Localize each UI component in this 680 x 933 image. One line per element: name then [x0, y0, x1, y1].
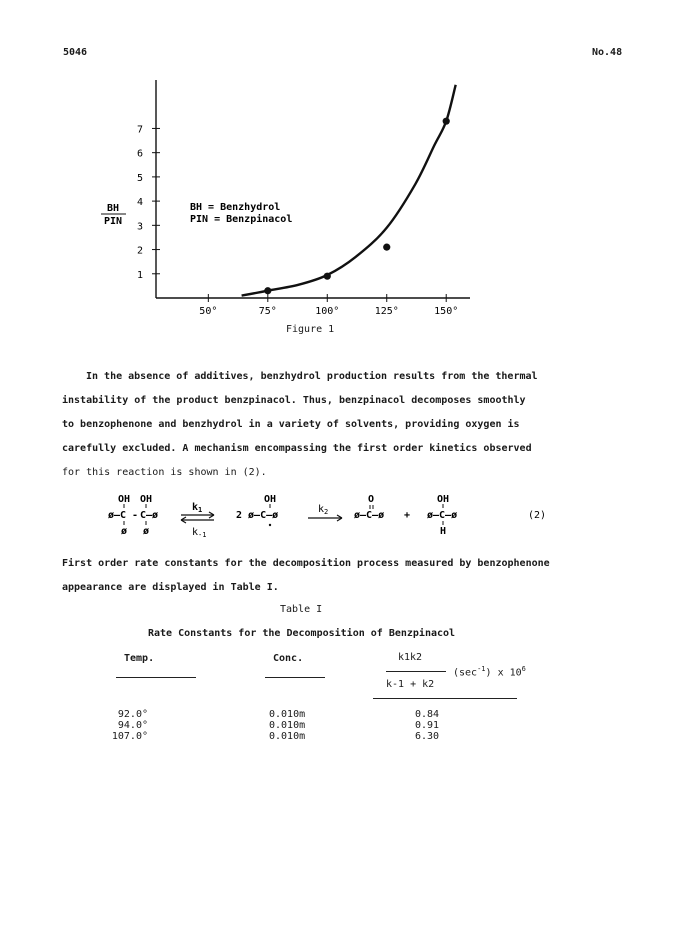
equation-number: (2)	[528, 510, 547, 521]
benzhydrol-structure	[427, 494, 457, 537]
figure-1-chart	[0, 0, 680, 340]
fitted-curve	[242, 85, 456, 296]
body-paragraph-2	[62, 552, 550, 600]
equilibrium-arrows	[181, 502, 214, 539]
table-cell-temp: 94.0°	[117, 720, 148, 731]
body-paragraph-1	[62, 365, 582, 485]
svg-text:ø–C: ø–C	[108, 510, 127, 521]
svg-text:k1: $k_1$	[192, 502, 203, 514]
svg-text:ø: ø	[121, 526, 128, 537]
svg-text:-: -	[132, 510, 139, 521]
svg-text:ø: ø	[143, 526, 150, 537]
data-point	[264, 287, 271, 294]
svg-text:OH: OH	[140, 494, 153, 505]
legend-entry-bh: BH = Benzhydrol	[190, 202, 281, 213]
table-cell-rate: 0.84	[415, 709, 440, 720]
header-rate-units: $(\sec^{-1})$ x $10^6$	[453, 665, 526, 679]
table-cell-conc: 0.010m	[269, 720, 306, 731]
table-cell-temp: 107.0°	[111, 731, 148, 742]
y-axis-label-numerator: BH	[106, 203, 120, 214]
header-rate-denominator: k-1 + k2	[386, 679, 435, 690]
svg-text:2 ø–C–ø: 2 ø–C–ø	[236, 510, 279, 521]
y-tick-label: 3	[136, 221, 143, 233]
reaction-equation-2	[0, 488, 680, 548]
header-rule-temp	[116, 677, 196, 678]
k2-arrow	[308, 504, 342, 521]
legend-entry-pin: PIN = Benzpinacol	[190, 214, 293, 225]
paragraph-line: In the absence of additives, benzhydrol production results from the thermal	[86, 371, 538, 382]
benzophenone-structure	[354, 494, 384, 521]
header-rate-numerator: k1k2	[398, 652, 423, 663]
svg-text:ø–C–ø: ø–C–ø	[354, 510, 385, 521]
y-tick-label: 7	[136, 124, 143, 136]
table-title: Table I	[280, 604, 323, 615]
benzpinacol-structure	[108, 494, 158, 537]
header-rule-rate	[373, 698, 517, 699]
y-axis-label-denominator: PIN	[103, 216, 123, 227]
ketyl-radical-structure	[236, 494, 278, 526]
svg-text:k-1: $k_{-1}$	[192, 527, 207, 539]
x-tick-label: 100°	[315, 306, 340, 317]
x-tick-label: 50°	[199, 306, 218, 317]
chart-legend	[190, 202, 292, 225]
chart-axes	[156, 80, 470, 298]
data-point	[443, 118, 450, 125]
x-tick-label: 125°	[374, 306, 399, 317]
journal-issue: No.48	[592, 47, 623, 58]
table-cell-rate: 6.30	[415, 731, 440, 742]
svg-text:C–ø: C–ø	[140, 510, 159, 521]
x-tick-label: 150°	[434, 306, 459, 317]
paragraph-line: First order rate constants for the decomposition process measured by benzophenone	[62, 558, 550, 569]
paragraph-line: to benzophenone and benzhydrol in a variety of solvents, providing oxygen is	[62, 419, 520, 430]
table-caption: Rate Constants for the Decomposition of Benzpinacol	[148, 628, 456, 639]
data-points	[264, 118, 450, 295]
page-number: 5046	[63, 47, 88, 58]
svg-text:O: O	[368, 494, 375, 505]
y-tick-label: 4	[136, 197, 143, 209]
svg-text:OH: OH	[118, 494, 131, 505]
y-axis-label	[101, 203, 126, 227]
svg-text:H: H	[440, 526, 447, 537]
table-cell-conc: 0.010m	[269, 731, 306, 742]
header-conc: Conc.	[273, 653, 304, 664]
y-tick-label: 5	[136, 172, 143, 184]
paragraph-line: instability of the product benzpinacol. Thus, benzpinacol decomposes smoothly	[62, 395, 526, 406]
paragraph-line: for this reaction is shown in (2).	[62, 467, 267, 478]
svg-text:OH: OH	[264, 494, 277, 505]
table-cell-rate: 0.91	[415, 720, 440, 731]
y-tick-label: 1	[136, 269, 143, 281]
header-temp: Temp.	[124, 653, 155, 664]
table-cell-temp: 92.0°	[117, 709, 148, 720]
y-tick-label: 2	[136, 245, 143, 257]
svg-text:OH: OH	[437, 494, 450, 505]
paragraph-line: appearance are displayed in Table I.	[62, 582, 279, 593]
plus-sign: +	[404, 510, 411, 521]
header-rule-conc	[265, 677, 325, 678]
data-point	[324, 273, 331, 280]
y-tick-label: 6	[136, 148, 143, 160]
figure-caption: Figure 1	[286, 324, 335, 335]
svg-text:k2: $k_2$	[318, 504, 329, 516]
table-cell-conc: 0.010m	[269, 709, 306, 720]
x-tick-label: 75°	[258, 306, 277, 317]
header-rate-fraction-bar	[386, 671, 446, 672]
paragraph-line: carefully excluded. A mechanism encompassing the first order kinetics observed	[62, 443, 532, 454]
svg-text:ø–C–ø: ø–C–ø	[427, 510, 458, 521]
data-point	[383, 244, 390, 251]
